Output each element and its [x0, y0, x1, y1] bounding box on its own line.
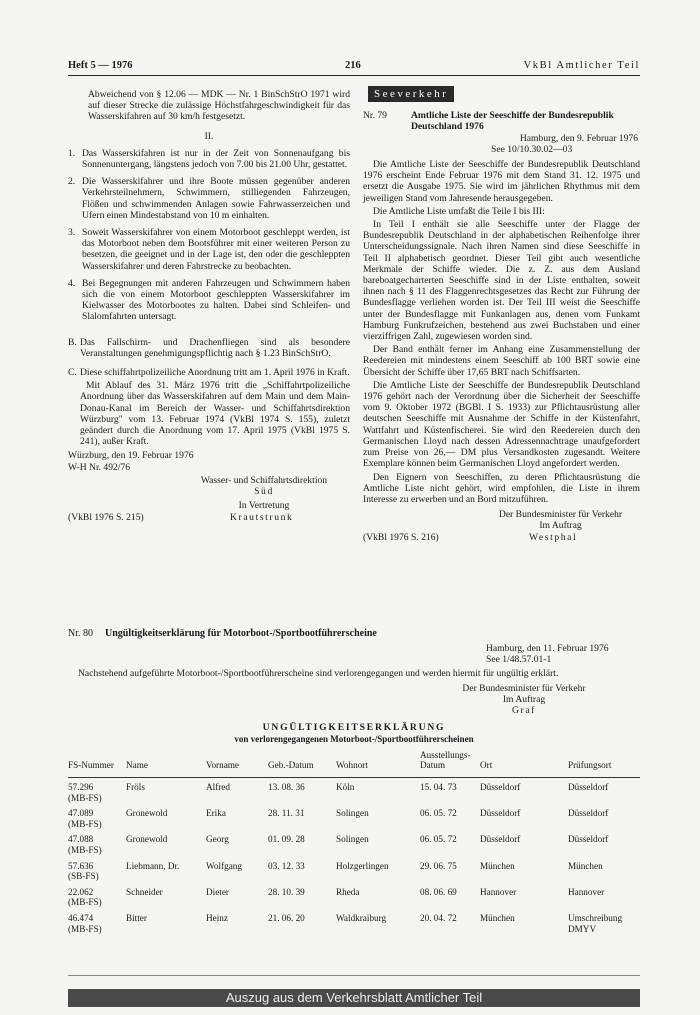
col-ort: Ort [480, 760, 493, 771]
source-ref-216: (VkBl 1976 S. 216) [363, 531, 439, 543]
table-row: 47.089 (MB-FS) Gronewold Erika 28. 11. 31 Solingen 06. 05. 72 Düsseldorf Düsseldorf [68, 808, 609, 829]
footer-rule [68, 975, 640, 976]
signer-left: Krautstrunk [230, 511, 294, 523]
section-banner: Seeverkehr [368, 86, 454, 102]
section-ii-heading: II. [204, 130, 214, 142]
header-rule [68, 75, 640, 76]
nr79-signature-block [363, 509, 640, 531]
list-item: 2. Die Wasserskifahrer und ihre Boote müssen gegenüber anderen Verkehrsteilnehmern, Schwimmern, stilliegenden Fahrzeugen, Flößen und schwimmenden Anlagen sowie Fahrwasserzeichen und Ufern einen Mindestabstand von 10 m einhalten. [68, 176, 350, 221]
table-subtitle: von verlorengegangenen Motorboot-/Sportbootführerscheinen [234, 733, 474, 744]
nr79-paragraph: Die Amtliche Liste der Seeschiffe der Bundesrepublik Deutschland 1976 erscheint Ende Februar 1976 mit dem Stand 31. 12. 1975 und ersetzt die Ausgabe 1975. Sie wird im jährlichen Rhythmus mit dem jeweiligen Stand vom Jahresende herausgegeben. [363, 159, 640, 204]
list-item: 4. Bei Begegnungen mit anderen Fahrzeugen und Schwimmern haben sich die von einem Motorboot geschleppten Wasserskifahrer im Kielwasser des Motorbootes zu halten. Dabei sind Schleifen- und Slalomfahrten untersagt. [68, 277, 350, 323]
table-row: 57.636 (SB-FS) Liebmann, Dr. Wolfgang 03. 12. 33 Holzgerlingen 29. 06. 75 München München [68, 860, 603, 882]
table-title: UNGÜLTIGKEITSERKLÄRUNG [262, 722, 446, 734]
col-vorname: Vorname [206, 760, 239, 771]
rule-list [68, 148, 350, 323]
col-ausstellung: Ausstellungs- [420, 749, 471, 760]
nr80-signature-block [68, 683, 640, 717]
page-number: 216 [345, 60, 361, 71]
auftrag-label: Im Auftrag [502, 694, 546, 706]
table-row: 47.088 (MB-FS) Gronewold Georg 01. 09. 28 Solingen 06. 05. 72 Düsseldorf Düsseldorf [68, 834, 609, 855]
right-column [363, 89, 640, 544]
signer-nr80: Graf [512, 705, 536, 717]
nr79-paragraph: Die Amtliche Liste der Seeschiffe der Bundesrepublik Deutschland 1976 gehört nach der Verordnung über die Sicherheit der Seeschiffe vom 9. Oktober 1972 (BGBl. I S. 1933) zur Pflichtausrüstung aller deutschen Seeschiffe mit Ausnahme der Schiffe in der Küstenfahrt, Wattfahrt und Küstenfischerei. Sie wird den Reedereien durch den Germanischen Lloyd nach dessen Adressennachtrage unaufgefordert zum Preise von 26,— DM plus Versandkosten zugesandt. Weitere Exemplare können beim Germanischen Lloyd angefordert werden. [363, 379, 640, 470]
authority-name: Wasser- und Schiffahrtsdirektion [200, 474, 328, 486]
nr79-paragraph: Die Amtliche Liste umfaßt die Teile I bis III: [373, 205, 545, 217]
nr79-number: Nr. 79 [363, 110, 387, 122]
authority-region: Süd [254, 486, 274, 498]
nr80-section [68, 628, 640, 934]
section-c: C. Diese schiffahrtpolizeiliche Anordnung tritt am 1. April 1976 in Kraft. [68, 367, 350, 379]
nr79-paragraph: In Teil I enthält sie alle Seeschiffe unter der Flagge der Bundesrepublik Deutschland in der alphabetischen Reihenfolge ihrer Unterscheidungssignale. Nach ihren Namen sind diese Seeschiffe in Teil II alphabetisch geordnet. Dieser Teil gibt auch wesentliche Merkmale der Schiffe wieder. Die z. Z. aus dem Ausland bareboatgecharterten Seeschiffe sind in der Liste enthalten, soweit ihnen nach § 11 des Flaggenrechtsgesetzes das Recht zur Führung der Bundesflagge verliehen worden ist. Der Teil III weist die Seeschiffe unter der Bundesflagge mit Funkanlagen aus, denen vom Funkamt Hamburg Funkrufzeichen, bestehend aus zwei Buchstaben und einer vierziffrigen Zahl, zugewiesen worden sind. [363, 219, 640, 343]
table-header-row [68, 750, 640, 771]
col-wohnort: Wohnort [336, 760, 368, 771]
authority-block [68, 475, 350, 512]
nr79-date: Hamburg, den 9. Februar 1976 [519, 132, 638, 144]
minister-title: Der Bundesminister für Verkehr [498, 509, 623, 521]
nr80-paragraph: Nachstehend aufgeführte Motorboot-/Sportbootführerscheine sind verlorengegangen und werden hiermit für ungültig erklärt. [78, 667, 559, 679]
header-publication: VkBl Amtlicher Teil [523, 60, 640, 71]
col-fs-number: FS-Nummer [68, 760, 114, 771]
col-geb-datum: Geb.-Datum [268, 760, 314, 771]
nr80-number: Nr. 80 [68, 628, 93, 639]
col-pruefungsort: Prüfungsort [568, 760, 612, 771]
signer-right: Westphal [529, 531, 578, 543]
minister-title: Der Bundesminister für Verkehr [462, 682, 586, 694]
vertretung-label: In Vertretung [238, 500, 290, 512]
auftrag-label: Im Auftrag [539, 520, 582, 532]
nr80-ref: See 1/48.57.01-1 [486, 654, 552, 666]
col-name: Name [126, 760, 148, 771]
reference-number: W-H Nr. 492/76 [68, 461, 131, 473]
intro-paragraph: Abweichend von § 12.06 — MDK — Nr. 1 BinSchStrO 1971 wird auf dieser Strecke die zulässige Höchstfahrgeschwindigkeit für das Wasserskifahren auf 30 km/h festgesetzt. [88, 89, 350, 123]
table-row: 22.062 (MB-FS) Schneider Dieter 28. 10. 39 Rheda 08. 06. 69 Hannover Hannover [68, 886, 605, 908]
source-ref-215: (VkBl 1976 S. 215) [68, 511, 144, 523]
section-c-paragraph: Mit Ablauf des 31. März 1976 tritt die „Schiffahrtpolizeiliche Anordnung über das Wasserskifahren auf dem Main und dem Main-Donau-Kanal im Bereich der Wasser- und Schiffahrtsdirektion Würzburg" vom 13. Februar 1974 (VkBl 1974 S. 155), zuletzt geändert durch die Anordnung vom 17. April 1975 (VkBl 1975 S. 241), außer Kraft. [80, 380, 350, 448]
nr79-paragraph: Den Eignern von Seeschiffen, zu deren Pflichtausrüstung die Amtliche Liste nicht gehört, wird empfohlen, die Liste in ihrem Interesse zu erwerben und an Bord mitzuführen. [363, 471, 640, 505]
nr80-date: Hamburg, den 11. Februar 1976 [486, 643, 609, 655]
section-b: B. Das Fallschirm- und Drachenfliegen sind als besondere Veranstaltungen genehmigungspflichtig nach § 1.23 BinSchStrO. [68, 336, 350, 359]
footer-banner: Auszug aus dem Verkehrsblatt Amtlicher Teil [68, 989, 640, 1007]
table-row: 46.474 (MB-FS) Bitter Heinz 21. 06. 20 Waldkraiburg 20. 04. 72 München Umschreibung DMYV [68, 912, 623, 934]
table-row: 57.296 (MB-FS) Fröls Alfred 13. 08. 36 Köln 15. 04. 73 Düsseldorf Düsseldorf [68, 782, 609, 803]
header-issue: Heft 5 — 1976 [68, 60, 133, 71]
list-item: 1. Das Wasserskifahren ist nur in der Zeit von Sonnenaufgang bis Sonnenuntergang, längstens jedoch von 7.00 bis 21.00 Uhr, gestattet. [68, 147, 350, 171]
revocation-table [68, 750, 640, 934]
nr80-title: Ungültigkeitserklärung für Motorboot-/Sportbootführerscheine [105, 628, 377, 639]
nr79-ref: See 10/10.30.02—03 [491, 143, 573, 155]
list-item: 3. Soweit Wasserskifahrer von einem Motorboot geschleppt werden, ist das Motorboot neben dem Bootsführer mit einer weiteren Person zu besetzen, die geeignet und in der Lage ist, den oder die geschleppten Wasserskifahrer und deren Fahrstrecke zu beobachten. [68, 227, 350, 272]
nr79-title-block [363, 110, 640, 132]
nr79-paragraph: Der Band enthält ferner im Anhang eine Zusammenstellung der Reedereien mit mindestens einem Seeschiff ab 100 BRT sowie eine Übersicht der Schiffe über 17,65 BRT nach Schiffsarten. [363, 344, 640, 378]
left-column [68, 89, 350, 524]
col-datum: Datum [420, 760, 446, 771]
place-date: Würzburg, den 19. Februar 1976 [68, 450, 194, 462]
nr79-title: Amtliche Liste der Seeschiffe der Bundesrepublik Deutschland 1976 [411, 110, 614, 133]
